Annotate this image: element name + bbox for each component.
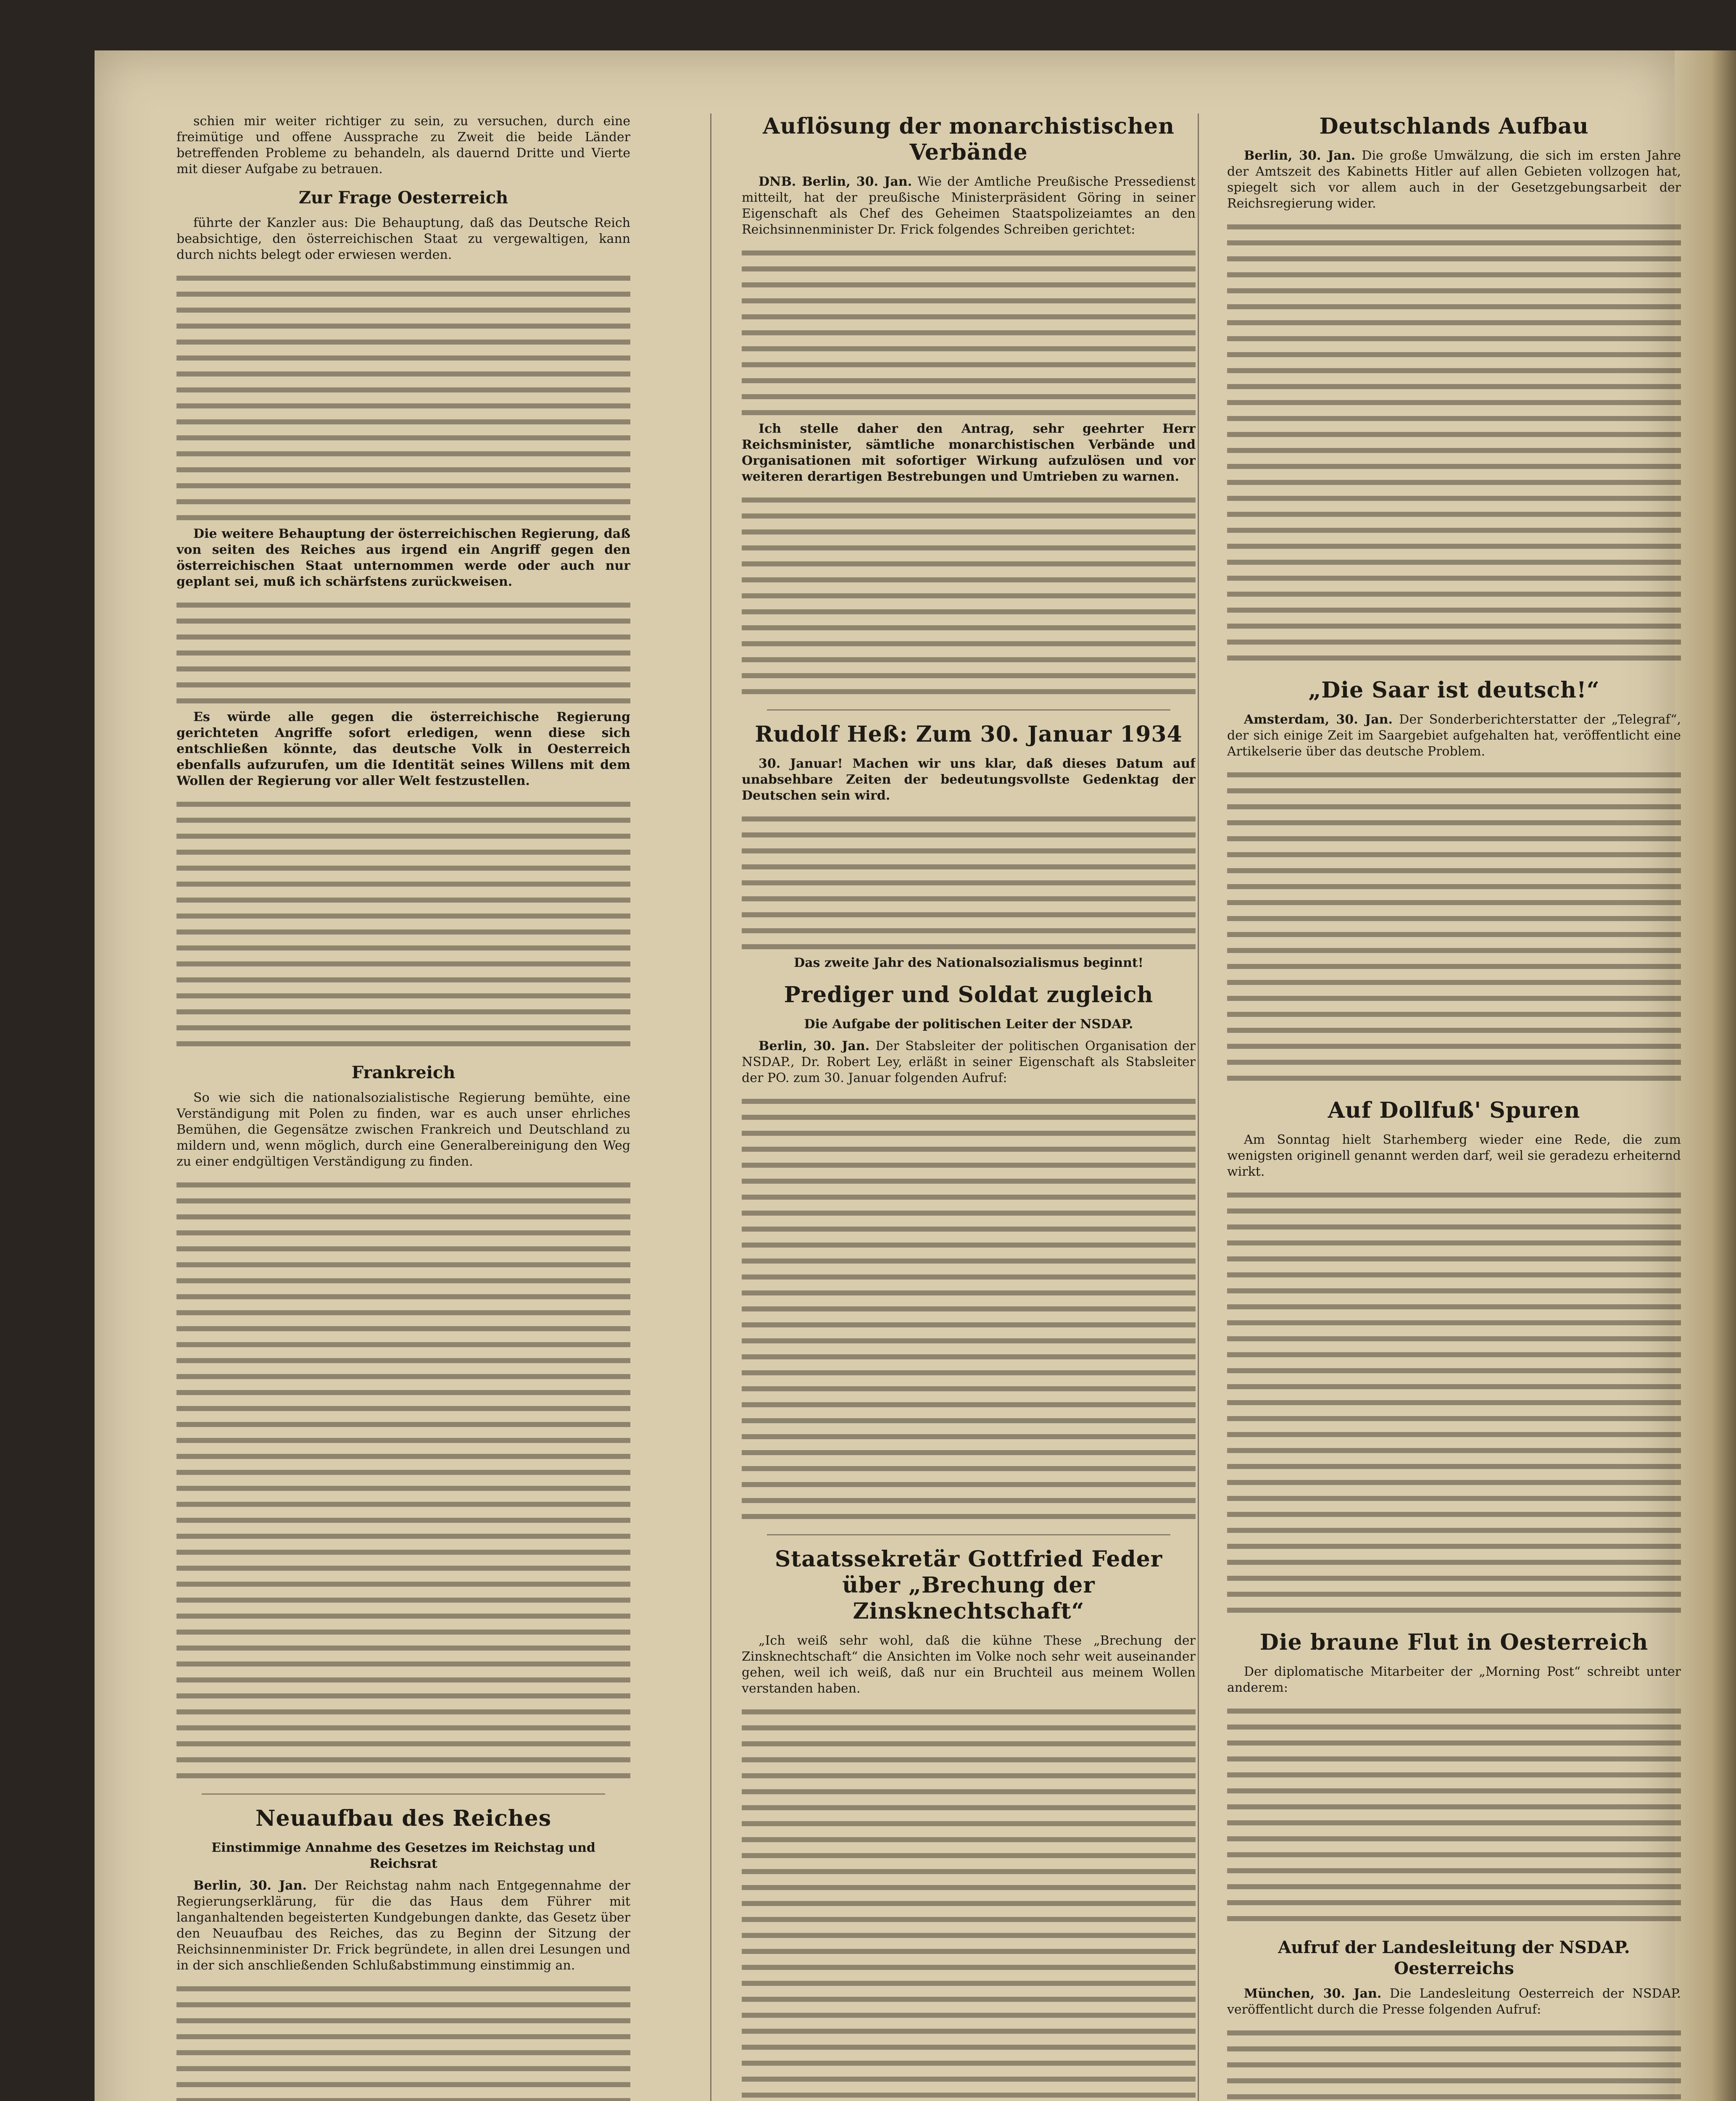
- section-divider: [767, 709, 1170, 711]
- aufbau-dateline: Berlin, 30. Jan.: [1244, 148, 1356, 163]
- aufbau-paragraph: Die große Umwälzung, die sich im ersten Jahre der Amtszeit des Kabinetts Hitler auf allen Gebieten vollzogen hat, spiegelt sich vor allem auch in der Gesetzgebungsarbeit der Reichsregierung wider.: [1227, 148, 1681, 211]
- heading-aufloesung: Auflösung der monarchistischen Verbände: [763, 113, 1175, 165]
- intro-paragraph: schien mir weiter richtiger zu sein, zu versuchen, durch eine freimütige und offene Aussprache zu Zweit die beide Länder betreffenden Probleme zu behandeln, als dauernd Dritte und Vierte mit dieser Aufgabe zu betrauen.: [176, 114, 630, 176]
- column-rule-left: [710, 113, 711, 2101]
- hess-body-text: [742, 811, 1196, 955]
- column-left: [176, 113, 630, 2101]
- neuaufbau-body-text: [176, 1981, 630, 2101]
- heading-aufbau: Deutschlands Aufbau: [1319, 113, 1589, 139]
- aufruf-dateline: München, 30. Jan.: [1244, 1986, 1382, 2001]
- oesterreich-body-text-3: [176, 797, 630, 1052]
- flut-paragraph: Der diplomatische Mitarbeiter der „Morning Post“ schreibt unter anderem:: [1227, 1664, 1681, 1695]
- heading-feder: Staatssekretär Gottfried Feder über „Brechung der Zinsknechtschaft“: [774, 1546, 1163, 1624]
- flut-body-text: [1227, 1703, 1681, 1927]
- oesterreich-paragraph: führte der Kanzler aus: Die Behauptung, daß das Deutsche Reich beabsichtige, den österreichischen Staat zu vergewaltigen, kann durch nichts belegt oder erwiesen werden.: [176, 216, 630, 262]
- heading-prediger: Prediger und Soldat zugleich: [784, 982, 1154, 1008]
- saar-body-text: [1227, 767, 1681, 1087]
- aufloesung-body-text-2: [742, 492, 1196, 700]
- prediger-body-text: [742, 1094, 1196, 1525]
- aufruf-paragraph: Die Landesleitung Oesterreich der NSDAP. veröffentlicht durch die Presse folgenden Aufruf:: [1227, 1986, 1681, 2017]
- frankreich-paragraph: So wie sich die nationalsozialistische Regierung bemühte, eine Verständigung mit Polen zu finden, war es auch unser ehrliches Bemühen, die Gegensätze zwischen Frankreich und Deutschland zu mildern und, wenn möglich, durch eine Generalbereinigung den Weg zu einer endgültigen Verständigung zu finden.: [176, 1090, 630, 1169]
- oesterreich-bold-paragraph-1: Die weitere Behauptung der österreichischen Regierung, daß von seiten des Reiches aus irgend ein Angriff gegen den österreichischen Staat unternommen werde oder auch nur geplant sei, muß ich schärfstens zurückweisen.: [176, 527, 630, 589]
- oesterreich-bold-paragraph-2: Es würde alle gegen die österreichische Regierung gerichteten Angriffe sofort erledigen, wenn diese sich entschließen könnte, das deutsche Volk in Oesterreich ebenfalls aufzurufen, um die Identität seines Willens mit dem Wollen der Regierung vor aller Welt festzustellen.: [176, 710, 630, 788]
- feder-body-text: [742, 1704, 1196, 2101]
- page-right-edge: [1675, 50, 1736, 2101]
- dollfuss-paragraph: Am Sonntag hielt Starhemberg wieder eine Rede, die zum wenigsten originell genannt werden darf, weil sie geradezu erheiternd wirkt.: [1227, 1132, 1681, 1179]
- heading-flut: Die braune Flut in Oesterreich: [1259, 1630, 1649, 1655]
- heading-oesterreich: Zur Frage Oesterreich: [298, 188, 508, 208]
- oesterreich-body-text-2: [176, 598, 630, 709]
- hess-closing-line: Das zweite Jahr des Nationalsozialismus beginnt!: [794, 956, 1143, 970]
- dollfuss-body-text: [1227, 1187, 1681, 1619]
- neuaufbau-dateline: Berlin, 30. Jan.: [193, 1878, 307, 1893]
- aufloesung-body-text: [742, 245, 1196, 421]
- prediger-dateline: Berlin, 30. Jan.: [759, 1039, 870, 1053]
- column-right: [1227, 113, 1681, 2101]
- aufbau-body-text: [1227, 219, 1681, 666]
- feder-paragraph: „Ich weiß sehr wohl, daß die kühne These „Brechung der Zinsknechtschaft“ die Ansichten im Volke noch sehr weit auseinander gehen, weil ich weiß, daß nur ein Bruchteil aus meinem Wollen verstanden haben.: [742, 1633, 1196, 1696]
- aufloesung-paragraph: Wie der Amtliche Preußische Pressedienst mitteilt, hat der preußische Ministerpräsident Göring in seiner Eigenschaft als Chef des Geheimen Staatspolizeiamtes an den Reichsinnenminister Dr. Frick folgendes Schreiben gerichtet:: [742, 174, 1196, 237]
- column-middle: [742, 113, 1196, 2101]
- oesterreich-body-text: [176, 271, 630, 526]
- section-divider: [767, 1534, 1170, 1535]
- column-rule-right: [1198, 113, 1199, 2101]
- aufruf-body-text: [1227, 2025, 1681, 2101]
- neuaufbau-subheading: Einstimmige Annahme des Gesetzes im Reichstag und Reichsrat: [211, 1840, 595, 1871]
- heading-frankreich: Frankreich: [351, 1063, 456, 1082]
- heading-saar: „Die Saar ist deutsch!“: [1308, 677, 1600, 703]
- frankreich-body-text: [176, 1177, 630, 1784]
- aufloesung-dateline: DNB. Berlin, 30. Jan.: [759, 174, 912, 189]
- heading-aufruf: Aufruf der Landesleitung der NSDAP. Oesterreichs: [1278, 1938, 1630, 1978]
- prediger-paragraph: Der Stabsleiter der politischen Organisation der NSDAP., Dr. Robert Ley, erläßt in seiner Eigenschaft als Stabsleiter der PO. zum 30. Januar folgenden Aufruf:: [742, 1039, 1196, 1085]
- section-divider: [202, 1793, 605, 1795]
- saar-dateline: Amsterdam, 30. Jan.: [1244, 712, 1393, 727]
- neuaufbau-paragraph: Der Reichstag nahm nach Entgegennahme der Regierungserklärung, für die das Haus dem Führer mit langanhaltenden begeisterten Kundgebungen dankte, das Gesetz über den Neuaufbau des Reiches, das zu Beginn der Sitzung der Reichsinnenminister Dr. Frick begründete, in allen drei Lesungen und in der sich anschließenden Schlußabstimmung einstimmig an.: [176, 1878, 630, 1973]
- saar-paragraph: Der Sonderberichterstatter der „Telegraf“, der sich einige Zeit im Saargebiet aufgehalten hat, veröffentlicht eine Artikelserie über das deutsche Problem.: [1227, 712, 1681, 759]
- prediger-subheading: Die Aufgabe der politischen Leiter der NSDAP.: [804, 1017, 1133, 1032]
- heading-hess: Rudolf Heß: Zum 30. Januar 1934: [755, 721, 1183, 747]
- aufloesung-bold-paragraph: Ich stelle daher den Antrag, sehr geehrter Herr Reichsminister, sämtliche monarchistischen Verbände und Organisationen mit sofortiger Wirkung aufzulösen und vor weiteren derartigen Bestrebungen und Umtrieben zu warnen.: [742, 421, 1196, 484]
- heading-dollfuss: Auf Dollfuß' Spuren: [1328, 1098, 1581, 1123]
- heading-neuaufbau: Neuaufbau des Reiches: [256, 1806, 551, 1831]
- hess-bold-paragraph: 30. Januar! Machen wir uns klar, daß dieses Datum auf unabsehbare Zeiten der bedeutungsvollste Gedenktag der Deutschen sein wird.: [742, 756, 1196, 803]
